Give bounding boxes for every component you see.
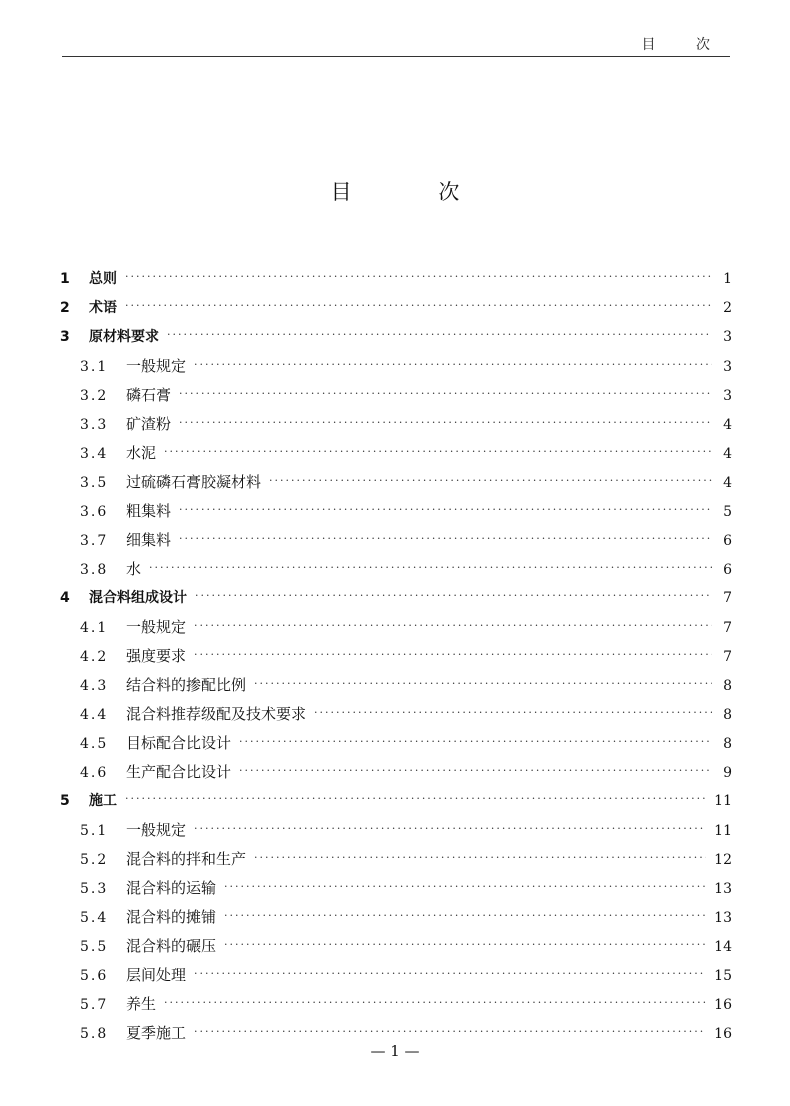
- toc-entry-title: 目标配合比设计: [126, 734, 232, 752]
- toc-entry-title: 水: [126, 560, 142, 578]
- toc-entry[interactable]: [60, 497, 732, 526]
- toc-dot-leader: [224, 930, 706, 959]
- header-rule: [62, 56, 730, 57]
- toc-entry[interactable]: [60, 816, 732, 845]
- toc-entry[interactable]: [60, 932, 732, 961]
- toc-entry-page: 11: [714, 823, 732, 839]
- toc-dot-leader: [179, 495, 712, 524]
- toc-entry-number: 3: [60, 329, 70, 345]
- toc-entry[interactable]: [60, 584, 732, 613]
- toc-entry[interactable]: [60, 903, 732, 932]
- toc-entry-title: 生产配合比设计: [126, 763, 232, 781]
- toc-dot-leader: [194, 640, 712, 669]
- toc-entry-page: 6: [723, 562, 732, 578]
- toc-entry-title: 混合料的碾压: [126, 937, 217, 955]
- toc-entry-title: 原材料要求: [89, 329, 159, 345]
- toc-entry[interactable]: [60, 874, 732, 903]
- toc-entry-page: 4: [723, 446, 732, 462]
- toc-entry[interactable]: [60, 381, 732, 410]
- toc-entry-number: 5.6: [80, 968, 109, 984]
- toc-entry[interactable]: [60, 439, 732, 468]
- toc-entry-title: 混合料的运输: [126, 879, 217, 897]
- toc-entry-number: 3.8: [80, 562, 109, 578]
- toc-entry-title: 夏季施工: [126, 1024, 187, 1042]
- toc-entry-title: 过硫磷石膏胶凝材料: [126, 473, 262, 491]
- toc-dot-leader: [314, 698, 712, 727]
- toc-entry-title: 粗集料: [126, 502, 172, 520]
- toc-dot-leader: [194, 959, 706, 988]
- toc-entry-page: 11: [714, 793, 732, 809]
- toc-entry-number: 4: [60, 590, 70, 606]
- toc-dot-leader: [164, 437, 712, 466]
- toc-entry-page: 13: [714, 881, 732, 897]
- toc-entry-title: 施工: [89, 793, 117, 809]
- page-title: 目 次: [330, 180, 500, 204]
- toc-dot-leader: [179, 379, 712, 408]
- toc-entry-number: 3.5: [80, 475, 109, 491]
- toc-entry-page: 9: [723, 765, 732, 781]
- toc-entry-page: 3: [723, 359, 732, 375]
- toc-entry[interactable]: [60, 700, 732, 729]
- toc-entry-title: 术语: [89, 300, 117, 316]
- toc-entry-title: 混合料的拌和生产: [126, 850, 247, 868]
- toc-entry-page: 5: [723, 504, 732, 520]
- toc-entry-title: 强度要求: [126, 647, 187, 665]
- toc-dot-leader: [167, 320, 712, 349]
- toc-entry-number: 5.2: [80, 852, 109, 868]
- toc-entry[interactable]: [60, 468, 732, 497]
- toc-entry-number: 3.7: [80, 533, 109, 549]
- toc-dot-leader: [224, 872, 706, 901]
- toc-dot-leader: [269, 466, 712, 495]
- toc-entry[interactable]: [60, 265, 732, 294]
- toc-entry[interactable]: [60, 555, 732, 584]
- toc-entry-title: 矿渣粉: [126, 415, 172, 433]
- toc-entry-page: 4: [723, 475, 732, 491]
- toc-entry-number: 5: [60, 793, 70, 809]
- table-of-contents: [60, 265, 732, 1048]
- toc-entry[interactable]: [60, 410, 732, 439]
- toc-dot-leader: [224, 901, 706, 930]
- toc-entry[interactable]: [60, 352, 732, 381]
- toc-entry[interactable]: [60, 961, 732, 990]
- toc-dot-leader: [179, 408, 712, 437]
- toc-entry-title: 一般规定: [126, 821, 187, 839]
- toc-entry-number: 4.2: [80, 649, 109, 665]
- toc-entry-number: 4.4: [80, 707, 109, 723]
- toc-entry-title: 一般规定: [126, 357, 187, 375]
- toc-entry-number: 4.1: [80, 620, 109, 636]
- toc-entry-number: 3.4: [80, 446, 109, 462]
- toc-entry[interactable]: [60, 526, 732, 555]
- toc-entry-title: 总则: [89, 271, 117, 287]
- toc-entry[interactable]: [60, 294, 732, 323]
- page-number: — 1 —: [370, 1042, 420, 1060]
- toc-entry[interactable]: [60, 758, 732, 787]
- toc-entry[interactable]: [60, 613, 732, 642]
- toc-entry-number: 2: [60, 300, 70, 316]
- toc-entry-number: 5.8: [80, 1026, 109, 1042]
- toc-dot-leader: [125, 262, 712, 291]
- toc-dot-leader: [254, 669, 712, 698]
- toc-entry-number: 4.5: [80, 736, 109, 752]
- toc-dot-leader: [149, 553, 712, 582]
- toc-entry-page: 2: [723, 300, 732, 316]
- running-header: 目 次: [641, 37, 728, 53]
- toc-entry-number: 3.2: [80, 388, 109, 404]
- toc-entry-page: 1: [723, 271, 732, 287]
- toc-entry-number: 4.3: [80, 678, 109, 694]
- toc-entry-page: 8: [723, 707, 732, 723]
- toc-entry-page: 7: [723, 620, 732, 636]
- toc-entry[interactable]: [60, 671, 732, 700]
- toc-entry[interactable]: [60, 845, 732, 874]
- toc-entry-page: 8: [723, 736, 732, 752]
- toc-dot-leader: [125, 291, 712, 320]
- toc-entry-page: 16: [714, 997, 732, 1013]
- toc-entry-page: 6: [723, 533, 732, 549]
- toc-entry-number: 5.4: [80, 910, 109, 926]
- toc-entry-number: 5.3: [80, 881, 109, 897]
- toc-entry-number: 3.3: [80, 417, 109, 433]
- toc-entry-number: 5.7: [80, 997, 109, 1013]
- toc-entry-number: 1: [60, 271, 70, 287]
- toc-entry-page: 15: [714, 968, 732, 984]
- toc-dot-leader: [194, 611, 712, 640]
- toc-dot-leader: [195, 581, 712, 610]
- toc-entry-title: 结合料的掺配比例: [126, 676, 247, 694]
- toc-entry[interactable]: [60, 642, 732, 671]
- toc-entry-number: 5.5: [80, 939, 109, 955]
- toc-dot-leader: [125, 784, 706, 813]
- toc-entry-title: 一般规定: [126, 618, 187, 636]
- toc-dot-leader: [194, 814, 706, 843]
- toc-entry-page: 12: [714, 852, 732, 868]
- toc-entry-title: 水泥: [126, 444, 157, 462]
- toc-entry[interactable]: [60, 729, 732, 758]
- toc-dot-leader: [164, 988, 706, 1017]
- toc-entry-number: 4.6: [80, 765, 109, 781]
- toc-entry-title: 层间处理: [126, 966, 187, 984]
- toc-entry-page: 8: [723, 678, 732, 694]
- toc-entry-page: 14: [714, 939, 732, 955]
- toc-dot-leader: [254, 843, 706, 872]
- toc-entry-title: 混合料推荐级配及技术要求: [126, 705, 307, 723]
- toc-dot-leader: [239, 756, 712, 785]
- toc-entry-page: 13: [714, 910, 732, 926]
- toc-entry-title: 细集料: [126, 531, 172, 549]
- toc-entry-title: 混合料组成设计: [89, 590, 187, 606]
- toc-entry-title: 磷石膏: [126, 386, 172, 404]
- toc-dot-leader: [179, 524, 712, 553]
- toc-entry-page: 4: [723, 417, 732, 433]
- toc-entry-number: 3.1: [80, 359, 109, 375]
- toc-entry[interactable]: [60, 787, 732, 816]
- toc-dot-leader: [194, 350, 712, 379]
- toc-entry-title: 养生: [126, 995, 157, 1013]
- toc-entry-page: 16: [714, 1026, 732, 1042]
- toc-entry-number: 5.1: [80, 823, 109, 839]
- toc-entry-page: 7: [723, 649, 732, 665]
- toc-entry-number: 3.6: [80, 504, 109, 520]
- toc-entry[interactable]: [60, 990, 732, 1019]
- toc-entry[interactable]: [60, 323, 732, 352]
- toc-dot-leader: [239, 727, 712, 756]
- toc-entry-page: 3: [723, 388, 732, 404]
- toc-entry-page: 3: [723, 329, 732, 345]
- toc-entry-title: 混合料的摊铺: [126, 908, 217, 926]
- toc-entry-page: 7: [723, 590, 732, 606]
